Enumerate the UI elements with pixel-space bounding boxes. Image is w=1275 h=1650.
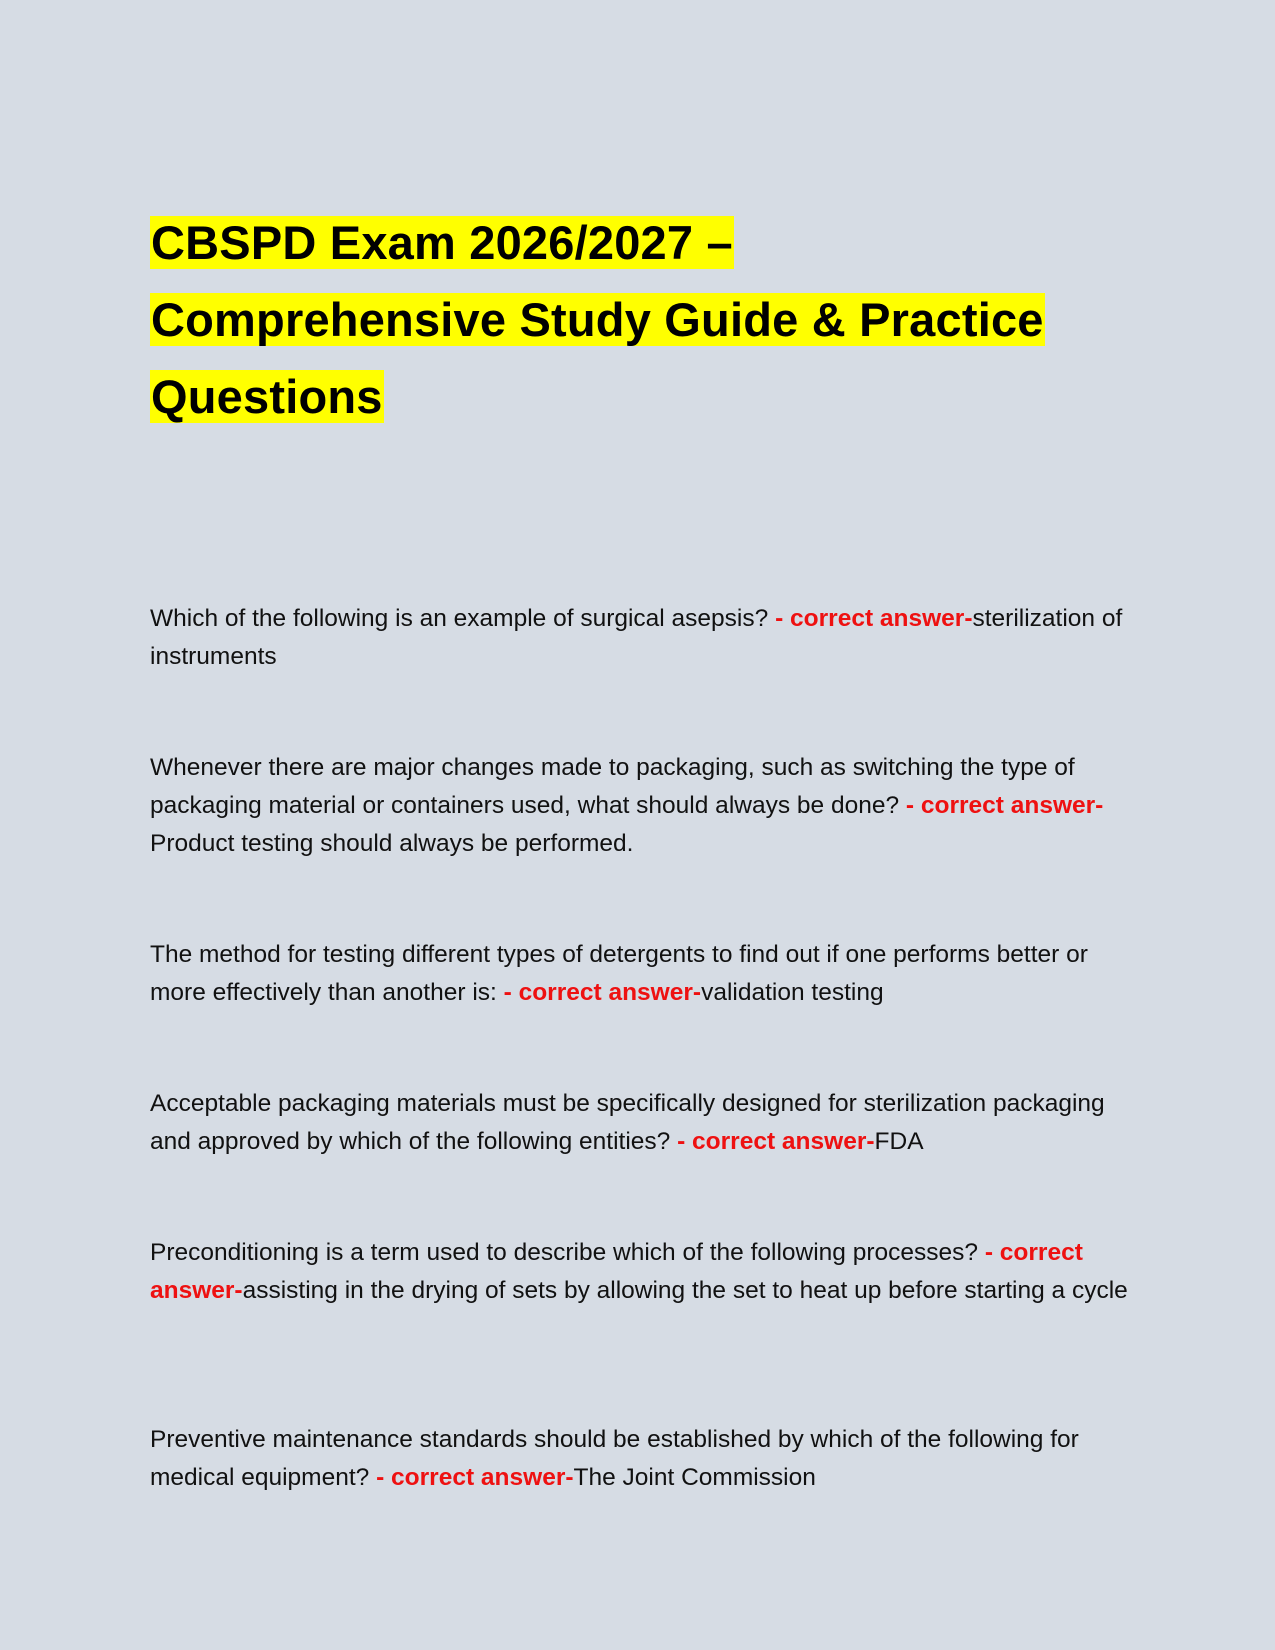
question-text: Acceptable packaging materials must be specifically designed for sterilization packaging and approved by which of the following entities? <box>150 1090 1105 1155</box>
correct-answer-marker: - correct answer- <box>503 979 702 1006</box>
title-line-1 <box>150 204 1130 281</box>
title-line-3 <box>150 358 1130 435</box>
answer-text: Product testing should always be performed. <box>150 830 634 857</box>
correct-answer-marker: - correct answer- <box>150 1239 1083 1304</box>
question-text: Which of the following is an example of surgical asepsis? <box>150 605 776 632</box>
question-text: Whenever there are major changes made to packaging, such as switching the type of packaging material or containers used, what should always be done? <box>150 754 1075 819</box>
correct-answer-marker: - correct answer- <box>775 605 973 632</box>
title-line-2 <box>150 281 1130 358</box>
title-line-2-text: Comprehensive Study Guide & Practice <box>151 293 1044 346</box>
question-item <box>150 1421 1140 1497</box>
answer-text: validation testing <box>701 979 884 1006</box>
question-text: Preventive maintenance standards should be established by which of the following for medical equipment? <box>150 1426 1079 1491</box>
title-line-1-text: CBSPD Exam 2026/2027 – <box>151 216 733 269</box>
answer-text: assisting in the drying of sets by allowing the set to heat up before starting a cycle <box>242 1277 1128 1304</box>
answer-text: The Joint Commission <box>573 1464 816 1491</box>
question-item <box>150 936 1140 1012</box>
question-text: The method for testing different types of detergents to find out if one performs better or more effectively than another is: <box>150 941 1088 1006</box>
correct-answer-marker: - correct answer- <box>376 1464 574 1491</box>
document-title <box>150 204 1130 435</box>
answer-text: sterilization of instruments <box>150 605 1123 670</box>
correct-answer-marker: - correct answer- <box>905 792 1104 819</box>
question-item <box>150 1085 1140 1161</box>
answer-text: FDA <box>874 1128 924 1155</box>
title-line-3-text: Questions <box>151 370 383 423</box>
question-item <box>150 600 1140 676</box>
question-item <box>150 749 1140 863</box>
question-item <box>150 1234 1140 1310</box>
correct-answer-marker: - correct answer- <box>677 1128 875 1155</box>
question-text: Preconditioning is a term used to describe which of the following processes? <box>150 1239 985 1266</box>
